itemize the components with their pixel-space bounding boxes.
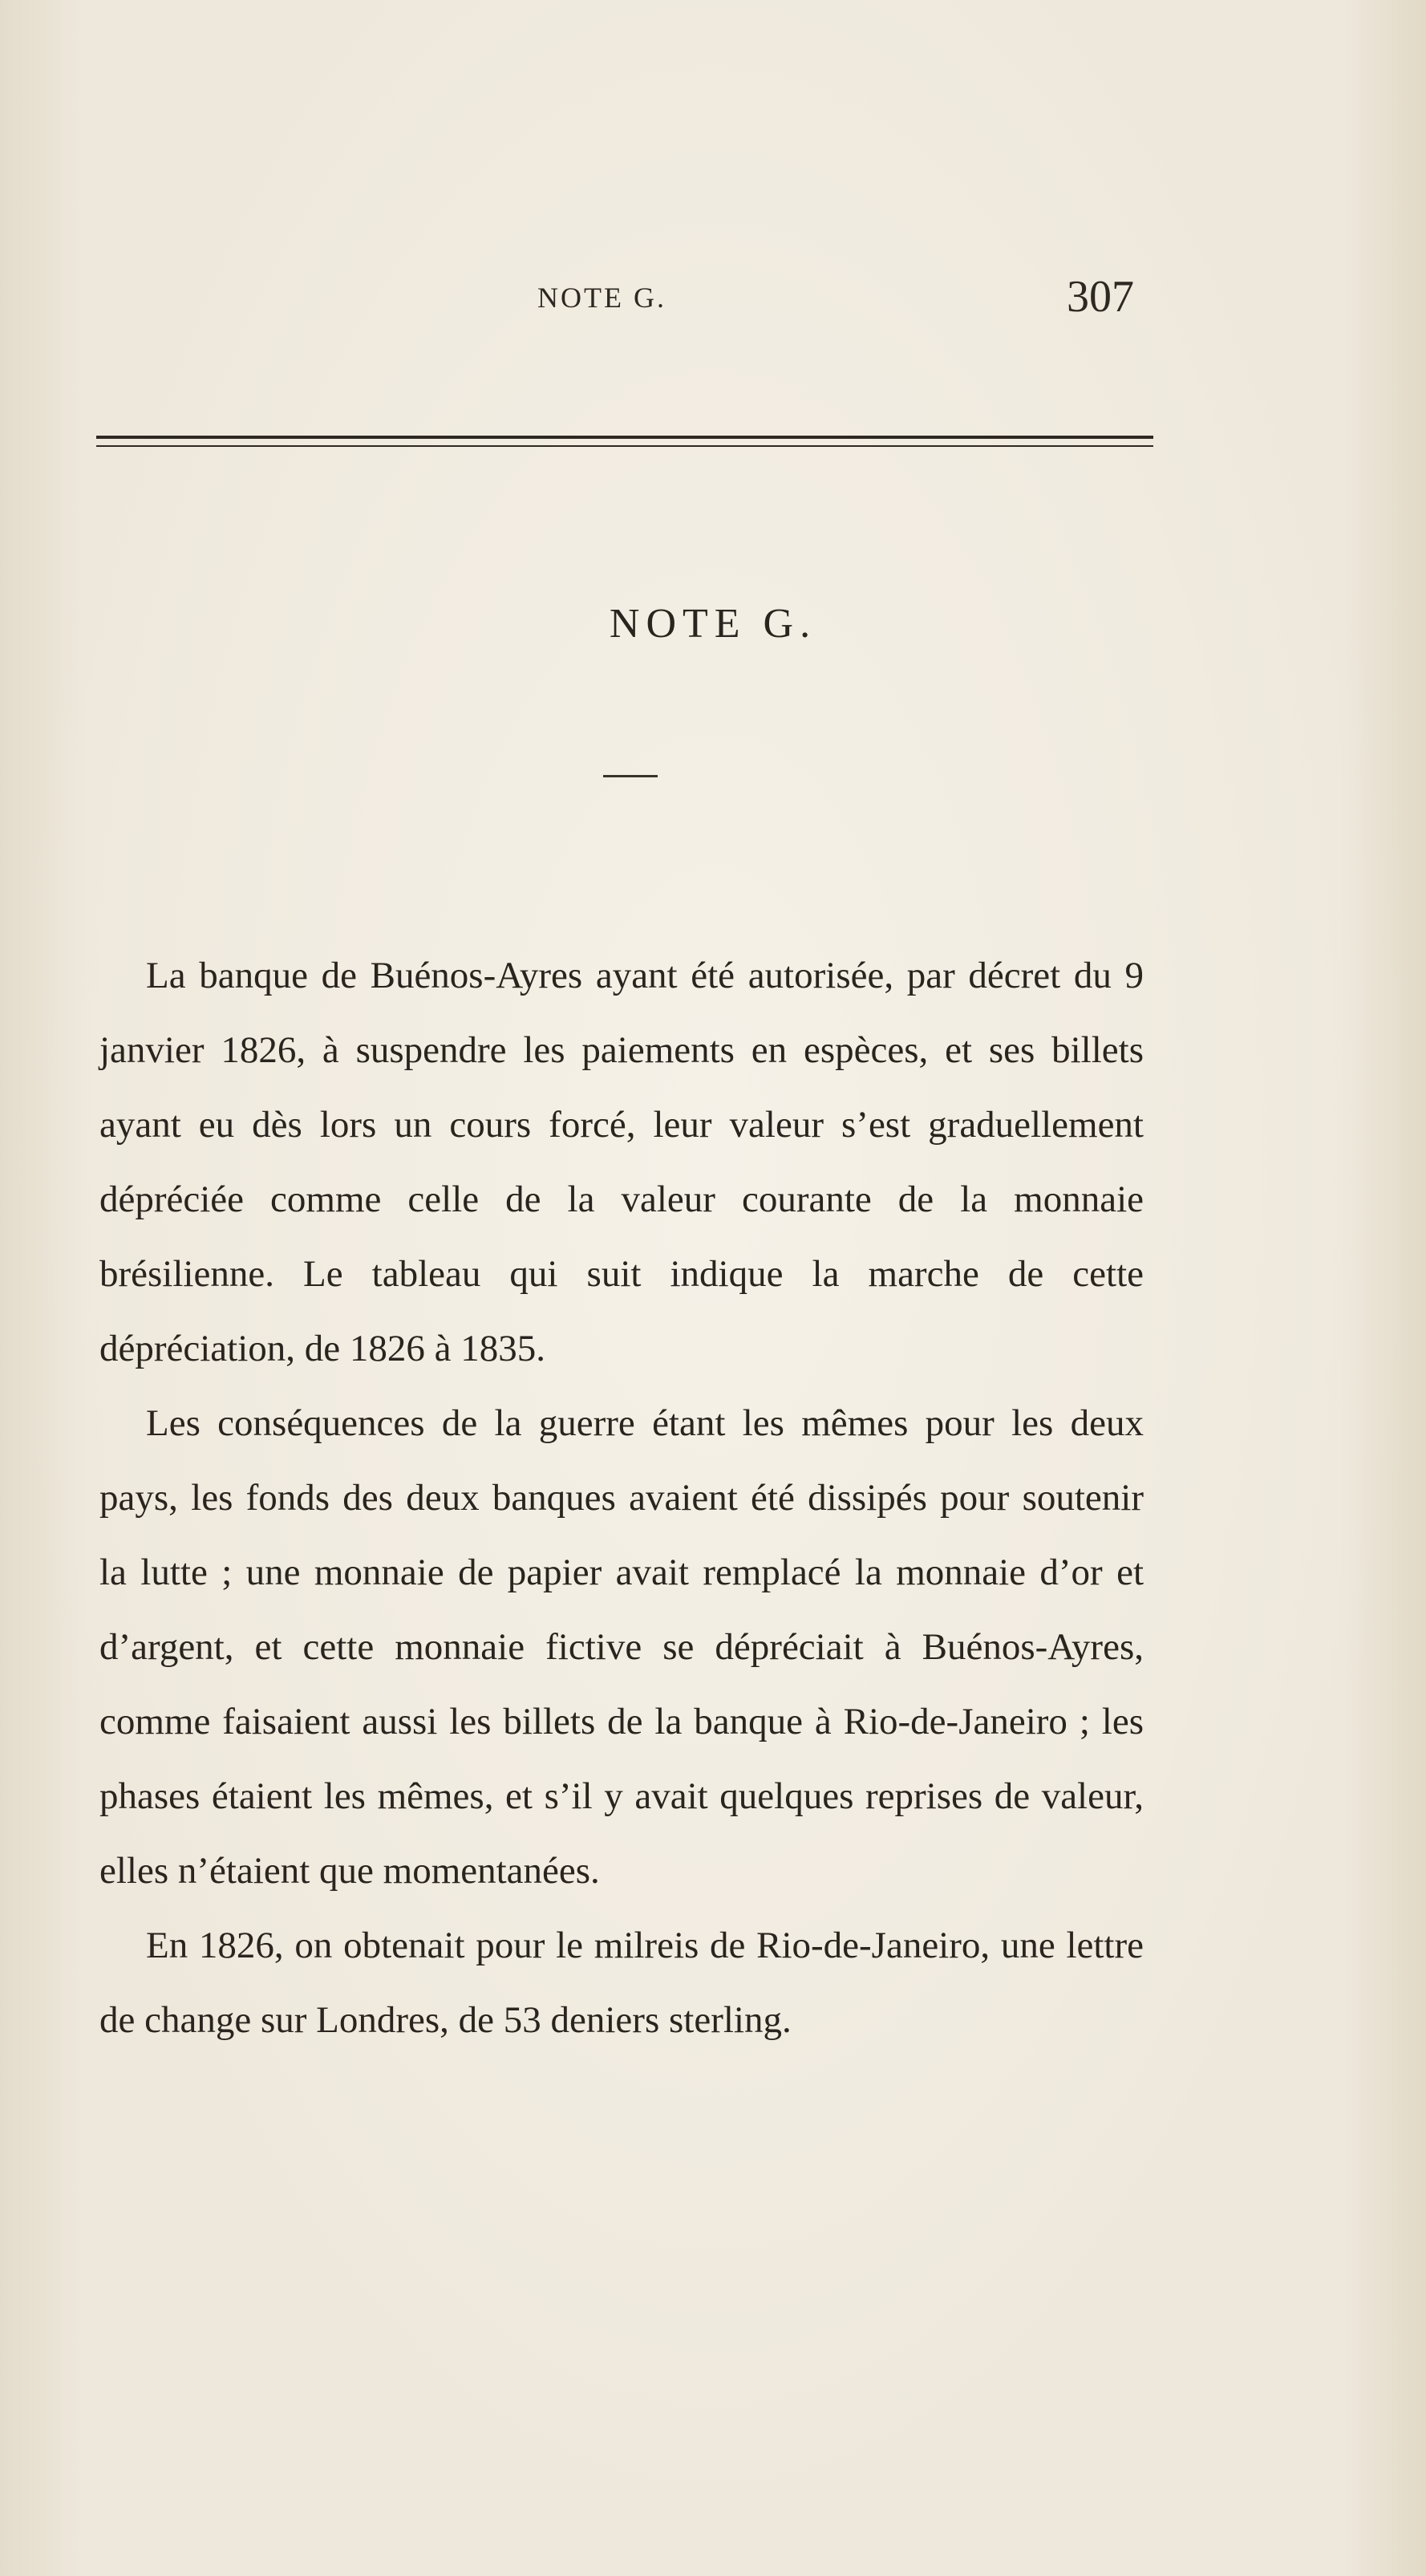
running-header (0, 272, 1426, 329)
running-title: NOTE G. (537, 282, 666, 314)
paragraph-3: En 1826, on obtenait pour le milreis de Rio-de-Janeiro, une lettre de change sur Londres, de 53 deniers sterling. (99, 1925, 1144, 2041)
section-heading: NOTE G. (609, 601, 817, 647)
page-number: 307 (1067, 272, 1134, 322)
paragraph-2: Les conséquences de la guerre étant les mêmes pour les deux pays, les fonds des deux banques avaient été dissipés pour soutenir la lutte ; une monnaie de papier avait remplacé la monnaie d’or et d’argent, et cette monnaie fictive se dépréciait à Buénos-Ayres, comme faisaient aussi les billets de la banque à Rio-de-Janeiro ; les phases étaient les mêmes, et s’il y avait quelques reprises de valeur, elles n’étaient que momentanées. (99, 1402, 1144, 1892)
heading-divider (603, 775, 658, 777)
paragraph-1: La banque de Buénos-Ayres ayant été autorisée, par décret du 9 janvier 1826, à suspendre les paiements en espèces, et ses billets ayant eu dès lors un cours forcé, leur valeur s’est graduellement dépréciée comme celle de la valeur courante de la monnaie brésilienne. Le tableau qui suit indique la marche de cette dépréciation, de 1826 à 1835. (99, 955, 1144, 1369)
body-text (99, 939, 1144, 2058)
header-rule-thick (96, 436, 1153, 439)
header-rule-thin (96, 445, 1153, 447)
